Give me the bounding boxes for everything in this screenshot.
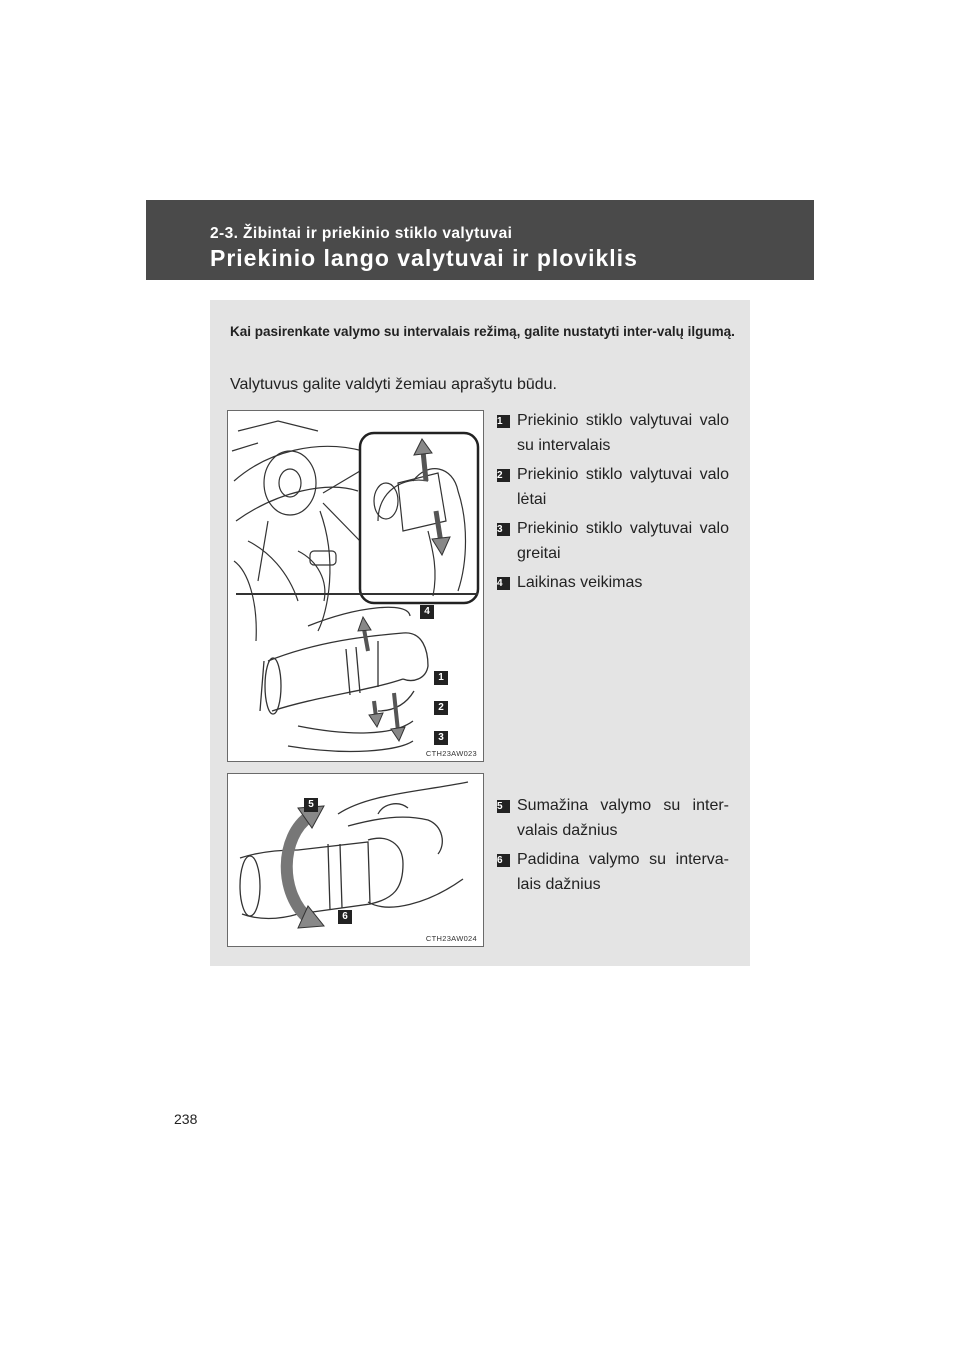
interval-ring-illustration — [228, 774, 485, 948]
list-item — [497, 847, 729, 897]
list-item-text: Priekinio stiklo valytuvai valo su intervalais — [517, 412, 729, 454]
list-item — [497, 462, 729, 512]
section-header-band — [146, 200, 814, 280]
callout-1: 1 — [434, 671, 448, 685]
number-badge: 3 — [497, 523, 510, 536]
list-item — [497, 516, 729, 566]
callout-5: 5 — [304, 798, 318, 812]
callout-6: 6 — [338, 910, 352, 924]
callout-3: 3 — [434, 731, 448, 745]
list-item — [497, 408, 729, 458]
number-badge: 5 — [497, 800, 510, 813]
intro-text: Valytuvus galite valdyti žemiau aprašytu būdu. — [230, 376, 557, 393]
page-number: 238 — [174, 1111, 198, 1127]
list-item-text: Priekinio stiklo valytuvai valo greitai — [517, 520, 729, 562]
intro-bold-text: Kai pasirenkate valymo su intervalais režimą, galite nustatyti inter-valų ilgumą. — [230, 324, 735, 339]
number-badge: 6 — [497, 854, 510, 867]
interval-ring-figure — [227, 773, 484, 947]
content-panel — [210, 300, 750, 966]
list-item-text: Sumažina valymo su inter-valais dažnius — [517, 797, 729, 839]
wiper-mode-list — [497, 408, 729, 599]
number-badge: 2 — [497, 469, 510, 482]
figure-code: CTH23AW024 — [425, 934, 477, 943]
page-title: Priekinio lango valytuvai ir ploviklis — [210, 245, 638, 271]
section-label: 2-3. Žibintai ir priekinio stiklo valytuvai — [210, 225, 513, 242]
interval-adjust-list — [497, 793, 729, 901]
list-item-text: Laikinas veikimas — [517, 574, 643, 591]
list-item — [497, 570, 729, 595]
number-badge: 4 — [497, 577, 510, 590]
list-item-text: Padidina valymo su interva-lais dažnius — [517, 851, 729, 893]
list-item-text: Priekinio stiklo valytuvai valo lėtai — [517, 466, 729, 508]
callout-4: 4 — [420, 605, 434, 619]
number-badge: 1 — [497, 415, 510, 428]
callout-2: 2 — [434, 701, 448, 715]
list-item — [497, 793, 729, 843]
figure-code: CTH23AW023 — [425, 749, 477, 758]
wiper-lever-figure — [227, 410, 484, 762]
